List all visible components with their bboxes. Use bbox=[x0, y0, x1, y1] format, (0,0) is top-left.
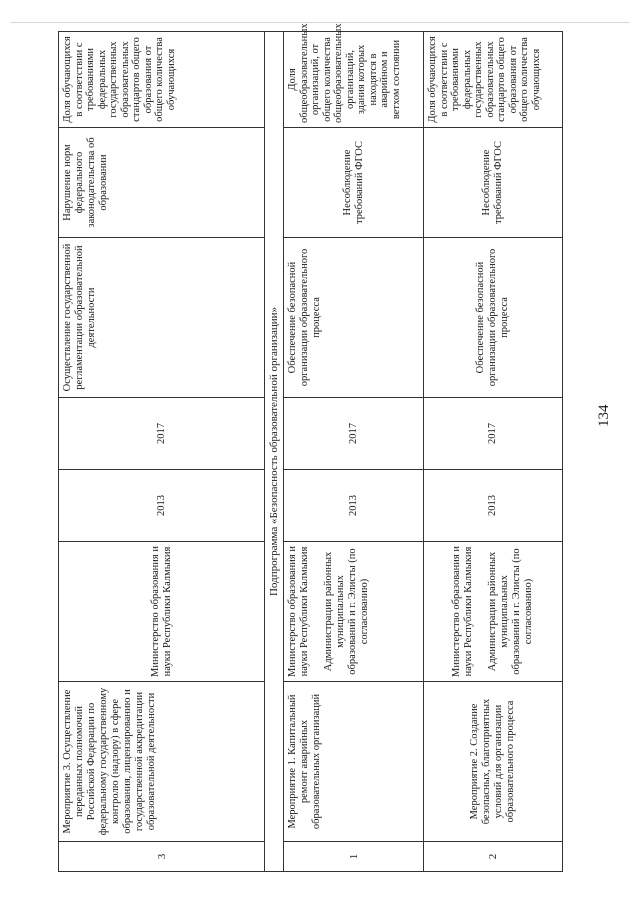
end-year: 2017 bbox=[59, 398, 265, 470]
executor-ministry: Министерство образования и науки Республики Калмыкия bbox=[287, 546, 310, 677]
expected-result: Осуществление государственной регламентации образовательной деятельности bbox=[59, 238, 265, 398]
row-number: 1 bbox=[284, 842, 424, 872]
subprogram-title: Подпрограмма «Безопасность образовательной организации» bbox=[265, 32, 284, 872]
end-year: 2017 bbox=[284, 398, 424, 470]
executor bbox=[424, 542, 563, 682]
executor-municipal: Администрации районных муниципальных образований и г. Элисты (по согласованию) bbox=[323, 548, 370, 675]
executor-municipal: Администрации районных муниципальных образований и г. Элисты (по согласованию) bbox=[487, 548, 534, 675]
page-number: 134 bbox=[596, 404, 612, 427]
table-row-1 bbox=[284, 32, 424, 872]
start-year: 2013 bbox=[424, 470, 563, 542]
start-year: 2013 bbox=[284, 470, 424, 542]
risk: Нарушение норм федерального законодательства об образовании bbox=[59, 128, 265, 238]
executor-ministry: Министерство образования и науки Республики Калмыкия bbox=[451, 546, 474, 677]
events-table bbox=[58, 23, 563, 872]
event-name: Мероприятие 1. Капитальный ремонт аварийных образовательных организаций bbox=[284, 682, 424, 842]
indicator: Доля обучающихся в соответствии с требованиями федеральных государственных образовательных стандартов общего образования от общего количества обучающихся bbox=[424, 32, 563, 128]
risk: Несоблюдение требований ФГОС bbox=[284, 128, 424, 238]
end-year: 2017 bbox=[424, 398, 563, 470]
indicator: Доля общеобразовательных организаций, от общего количества общеобразовательных организаций, здания которых находятся в аварийном и ветхом состоянии bbox=[284, 32, 424, 128]
event-name: Мероприятие 2. Создание безопасных, благоприятных условий для организации образовательного процесса bbox=[424, 682, 563, 842]
rotated-table-wrapper bbox=[58, 23, 563, 872]
row-number: 2 bbox=[424, 842, 563, 872]
table-row-3 bbox=[59, 32, 265, 872]
executor: Министерство образования и науки Республики Калмыкия bbox=[59, 542, 265, 682]
expected-result: Обеспечение безопасной организации образовательного процесса bbox=[284, 238, 424, 398]
risk: Несоблюдение требований ФГОС bbox=[424, 128, 563, 238]
page-top-rule bbox=[10, 22, 630, 23]
table-row-2 bbox=[424, 32, 563, 872]
start-year: 2013 bbox=[59, 470, 265, 542]
indicator: Доля обучающихся в соответствии с требованиями федеральных государственных образовательных стандартов общего образования от общего количества обучающихся bbox=[59, 32, 265, 128]
executor bbox=[284, 542, 424, 682]
subprogram-row bbox=[265, 32, 284, 872]
event-name: Мероприятие 3. Осуществление переданных полномочий Российской Федерации по федеральному государственному контролю (надзору) в сфере образования, лицензированию и государственной аккредитации образовательной деятельности bbox=[59, 682, 265, 842]
row-number: 3 bbox=[59, 842, 265, 872]
expected-result: Обеспечение безопасной организации образовательного процесса bbox=[424, 238, 563, 398]
